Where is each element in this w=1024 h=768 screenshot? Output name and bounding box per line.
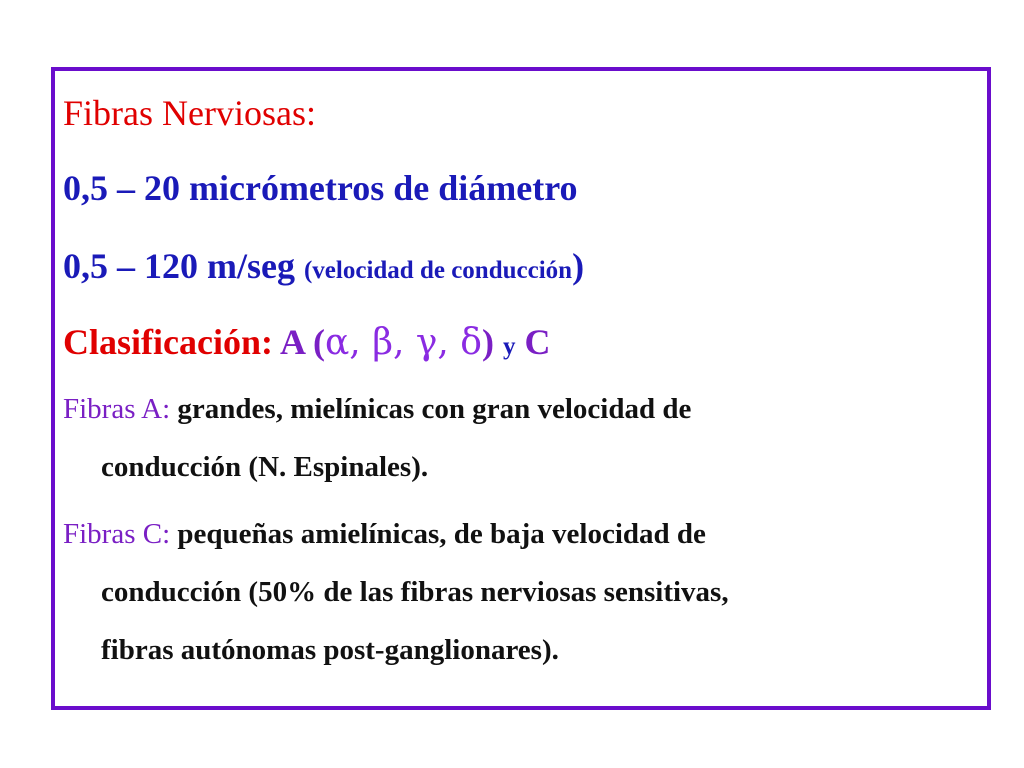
fibras-c-text-2: conducción (50% de las fibras nerviosas sensitivas, (101, 576, 729, 608)
title-text: Fibras Nerviosas: (63, 93, 316, 133)
speed-line (63, 248, 584, 284)
fibras-a-text-1: grandes, mielínicas con gran velocidad de (177, 393, 692, 425)
fibras-c-line (63, 520, 706, 549)
greek-symbols: α, β, γ, δ (325, 322, 482, 363)
classification-label: Clasificación: (63, 322, 273, 362)
slide-frame (51, 67, 991, 710)
fibras-a-text-2: conducción (N. Espinales). (101, 451, 429, 483)
speed-main-text: 0,5 – 120 m/seg (63, 246, 295, 286)
classification-line (63, 324, 550, 361)
fibras-c-label: Fibras C: (63, 518, 171, 550)
fibras-c-text-1: pequeñas amielínicas, de baja velocidad de (177, 518, 706, 550)
diameter-line (63, 170, 578, 206)
fibras-a-label: Fibras A: (63, 393, 171, 425)
fibras-c-line-3 (101, 636, 559, 665)
fibras-a-line (63, 395, 691, 424)
fibras-c-line-2 (101, 578, 729, 607)
fibras-a-line-2 (101, 453, 428, 482)
diameter-text: 0,5 – 20 micrómetros de diámetro (63, 168, 578, 208)
classification-y: y (502, 333, 516, 360)
speed-note-text: (velocidad de conducción (303, 257, 573, 284)
fibras-c-text-3: fibras autónomas post-ganglionares). (101, 634, 559, 666)
classification-a-open: A ( (280, 322, 325, 362)
classification-c: C (524, 322, 551, 362)
speed-close-text: ) (572, 246, 585, 286)
classification-a-close: ) (481, 322, 494, 362)
slide-title (63, 95, 316, 131)
